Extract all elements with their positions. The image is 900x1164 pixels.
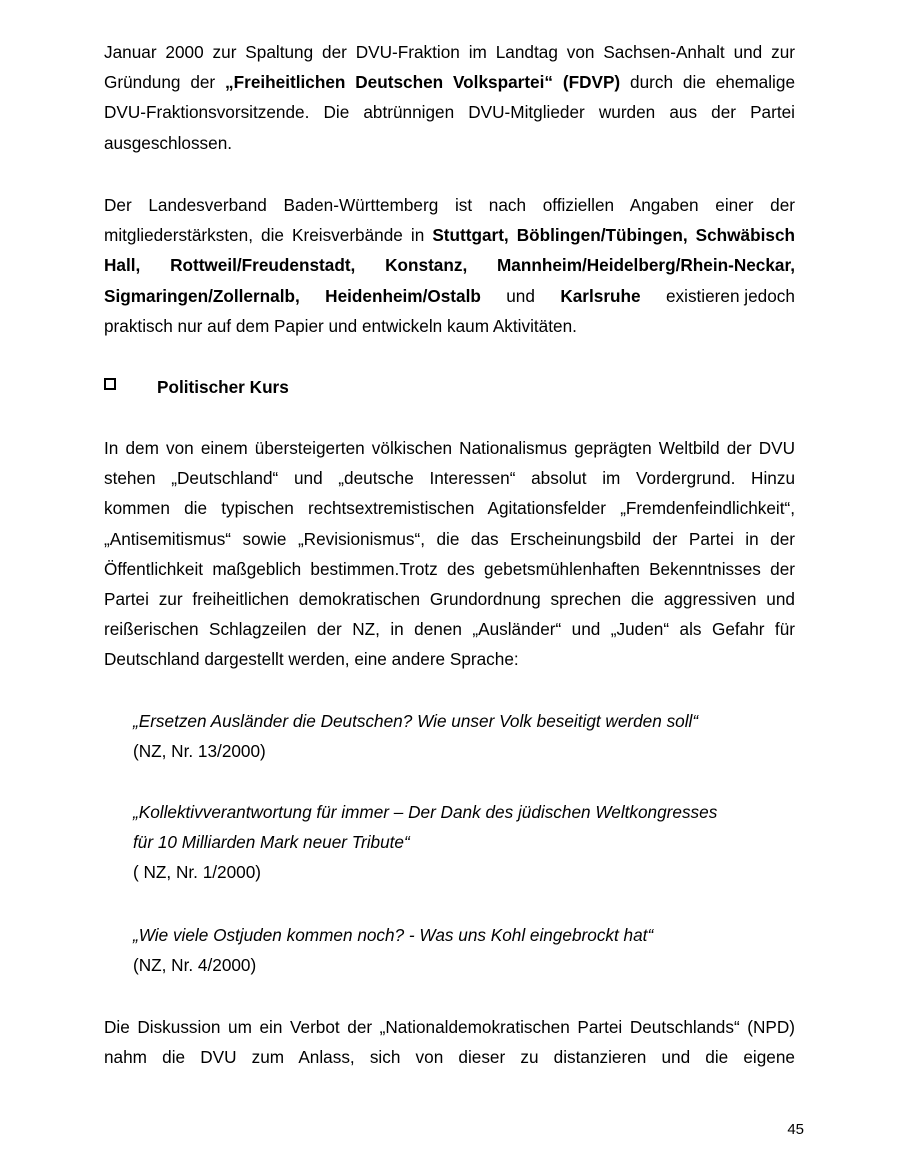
quote-source: (NZ, Nr. 13/2000)	[133, 741, 266, 762]
bold-place: Konstanz,	[385, 255, 468, 276]
bold-place: Rottweil/Freudenstadt,	[170, 255, 356, 276]
paragraph-dvu-split	[104, 37, 795, 158]
quote-source: ( NZ, Nr. 1/2000)	[133, 862, 261, 883]
text-line: reißerischen Schlagzeilen der NZ, in denen „Ausländer“ und „Juden“ als Gefahr für	[104, 619, 795, 640]
text-line: Sigmaringen/Zollernalb, Heidenheim/Ostalb und Karlsruhe existieren jedoch	[104, 281, 795, 311]
bold-place: Mannheim/Heidelberg/Rhein-Neckar,	[496, 255, 795, 276]
text-line: Der Landesverband Baden-Württemberg ist nach offiziellen Angaben einer der	[104, 195, 795, 215]
text-line: mitgliederstärksten, die Kreisverbände in Stuttgart, Böblingen/Tübingen, Schwäbisch	[104, 225, 795, 246]
quote-block	[133, 920, 793, 980]
text-line: „Antisemitismus“ sowie „Revisionismus“, die das Erscheinungsbild der Partei in der	[104, 528, 795, 549]
text-line: DVU-Fraktionsvorsitzende. Die abtrünnigen DVU-Mitglieder wurden aus der Partei	[104, 102, 795, 123]
text-line: kommen die typischen rechtsextremistischen Agitationsfelder „Fremdenfeindlichkeit“,	[104, 498, 795, 519]
text-line: nahm die DVU zum Anlass, sich von dieser zu distanzieren und die eigene	[104, 1047, 795, 1068]
quote-headline: „Ersetzen Ausländer die Deutschen? Wie unser Volk beseitigt werden soll“	[133, 711, 699, 731]
text-line: ausgeschlossen.	[104, 132, 233, 153]
bold-place: Sigmaringen/Zollernalb,	[104, 285, 300, 306]
quote-source: (NZ, Nr. 4/2000)	[133, 955, 257, 976]
bold-place: Karlsruhe	[560, 285, 641, 306]
text-line: Deutschland dargestellt werden, eine andere Sprache:	[104, 649, 519, 670]
text-line: Gründung der „Freiheitlichen Deutschen Volkspartei“ (FDVP) durch die ehemalige	[104, 72, 795, 93]
bold-place: Heidenheim/Ostalb	[325, 285, 481, 306]
quote-block	[133, 797, 793, 888]
bold-place: Hall,	[104, 255, 141, 276]
quote-headline: „Kollektivverantwortung für immer – Der Dank des jüdischen Weltkongresses	[133, 802, 718, 822]
paragraph-political-course	[104, 433, 795, 675]
section-heading: Politischer Kurs	[157, 377, 289, 397]
text-line: praktisch nur auf dem Papier und entwickeln kaum Aktivitäten.	[104, 315, 577, 336]
quote-block	[133, 706, 793, 766]
text-line: Partei zur freiheitlichen demokratischen Grundordnung sprechen die aggressiven und	[104, 588, 795, 609]
paragraph-npd-discussion	[104, 1012, 795, 1072]
quote-headline: für 10 Milliarden Mark neuer Tribute“	[133, 832, 410, 853]
page-number: 45	[787, 1121, 804, 1138]
text-line: In dem von einem übersteigerten völkischen Nationalismus geprägten Weltbild der DVU	[104, 438, 795, 458]
party-name-fdvp: „Freiheitlichen Deutschen Volkspartei“ (FDVP)	[225, 72, 621, 93]
text-line: Die Diskussion um ein Verbot der „Nationaldemokratischen Partei Deutschlands“ (NPD)	[104, 1017, 795, 1037]
text-line	[104, 250, 795, 280]
text-line: Januar 2000 zur Spaltung der DVU-Fraktion im Landtag von Sachsen-Anhalt und zur	[104, 42, 795, 62]
bold-places: Stuttgart, Böblingen/Tübingen, Schwäbisch	[432, 225, 795, 246]
text-line: Öffentlichkeit maßgeblich bestimmen.Trotz des gebetsmühlenhaften Bekenntnisses der	[104, 558, 795, 579]
checkbox-bullet-icon	[104, 378, 116, 390]
text-line: stehen „Deutschland“ und „deutsche Interessen“ absolut im Vordergrund. Hinzu	[104, 468, 795, 489]
paragraph-landesverband	[104, 190, 795, 341]
quote-headline: „Wie viele Ostjuden kommen noch? - Was uns Kohl eingebrockt hat“	[133, 925, 654, 945]
